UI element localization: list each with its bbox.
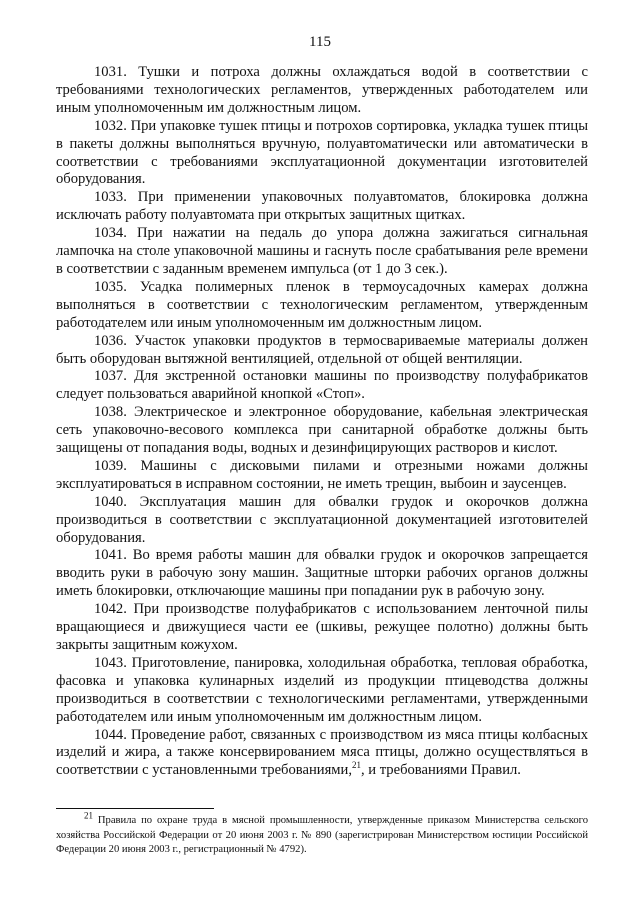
paragraph-1043: 1043. Приготовление, панировка, холодильная обработка, тепловая обработка, фасовка и упаковка кулинарных изделий из продукции птицеводства должны производиться в соответствии с технологическими регламентами, утвержденными работодателем или иным уполномоченным им должностным лицом. (56, 654, 588, 725)
paragraph-1033: 1033. При применении упаковочных полуавтоматов, блокировка должна исключать работу полуавтомата при открытых защитных щитках. (56, 189, 588, 224)
footnote (56, 810, 588, 858)
paragraph-1039: 1039. Машины с дисковыми пилами и отрезными ножами должны эксплуатироваться в исправном состоянии, не иметь трещин, выбоин и заусенцев. (56, 457, 588, 492)
footnote-reference: 21 (351, 760, 361, 771)
paragraph-1044 (56, 727, 588, 781)
paragraph-1035: 1035. Усадка полимерных пленок в термоусадочных камерах должна выполняться в соответствии с технологическим регламентом, утвержденным работодателем или иным уполномоченным им должностным лицом. (56, 278, 588, 331)
paragraph-1032: 1032. При упаковке тушек птицы и потрохов сортировка, укладка тушек птицы в пакеты должны выполняться вручную, полуавтоматически или автоматически в соответствии с требованиями эксплуатационной документации изготовителей оборудования. (56, 117, 588, 188)
paragraph-1042: 1042. При производстве полуфабрикатов с использованием ленточной пилы вращающиеся и движущиеся части ее (шкивы, режущее полотно) должны быть закрыты защитным кожухом. (56, 601, 588, 653)
paragraph-1034: 1034. При нажатии на педаль до упора должна зажигаться сигнальная лампочка на столе упаковочной машины и гаснуть после срабатывания реле времени в соответствии с заданным временем импульса (от 1 до 3 сек.). (56, 225, 588, 277)
paragraph-1036: 1036. Участок упаковки продуктов в термосвариваемые материалы должен быть оборудован вытяжной вентиляцией, отдельной от общей вентиляции. (56, 332, 588, 367)
footnote-divider (56, 808, 214, 809)
page-number: 115 (309, 34, 331, 50)
paragraph-1031: 1031. Тушки и потроха должны охлаждаться водой в соответствии с требованиями технологических регламентов, утвержденных работодателем или иным уполномоченным им должностным лицом. (56, 64, 588, 116)
paragraph-1044-tail: , и требованиями Правил. (360, 762, 521, 779)
document-body (56, 64, 588, 780)
paragraph-1041: 1041. Во время работы машин для обвалки грудок и окорочков запрещается вводить руки в рабочую зону машин. Защитные шторки рабочих органов должны иметь блокировки, отключающие машины при попадании рук в рабочую зону. (56, 547, 588, 600)
paragraph-1038: 1038. Электрическое и электронное оборудование, кабельная электрическая сеть упаковочно-весового комплекса при санитарной обработке должны быть защищены от попадания воды, водных и дезинфицирующих растворов и кислот. (56, 404, 588, 457)
paragraph-1044-text: 1044. Проведение работ, связанных с производством из мяса птицы колбасных изделий и жира, а также консервированием мяса птицы, должно осуществляться в соответствии с установленными требованиями, (56, 726, 588, 779)
paragraph-1040: 1040. Эксплуатация машин для обвалки грудок и окорочков должна производиться в соответствии с эксплуатационной документацией изготовителей оборудования. (56, 493, 588, 546)
paragraph-1037: 1037. Для экстренной остановки машины по производству полуфабрикатов следует пользоваться аварийной кнопкой «Стоп». (56, 368, 588, 403)
footnote-text: Правила по охране труда в мясной промышленности, утвержденные приказом Министерства сельского хозяйства Российской Федерации от 20 июня 2003 г. № 890 (зарегистрирован Министерством юстиции Российской Федерации 20 июня 2003 г., регистрационный № 4792). (56, 815, 588, 856)
footnote-marker: 21 (84, 810, 93, 821)
